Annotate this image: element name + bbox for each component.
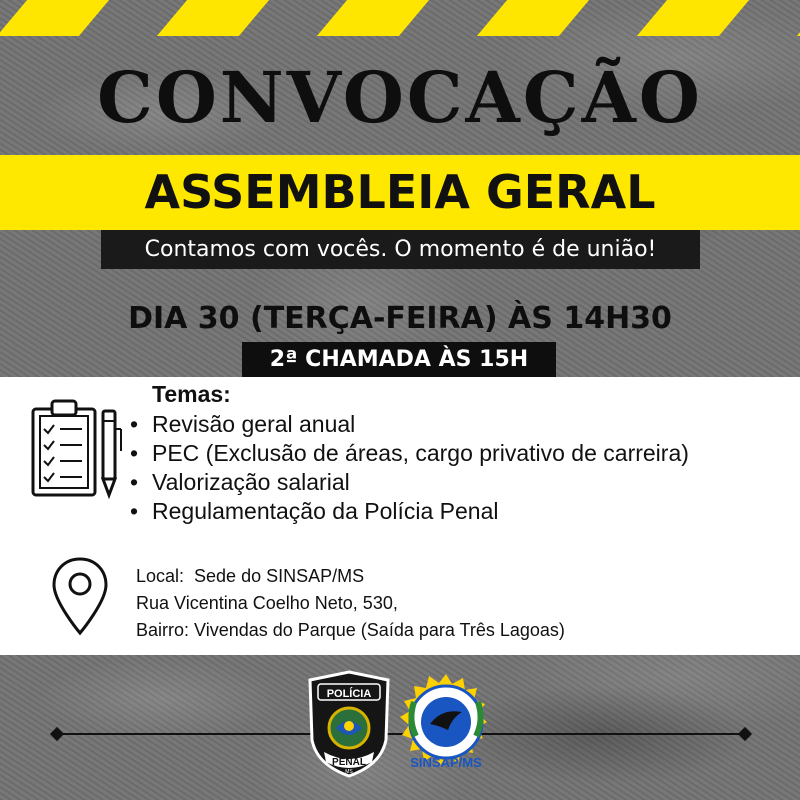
list-item: • PEC (Exclusão de áreas, cargo privativo de carreira) bbox=[130, 440, 689, 466]
location-line: Bairro: Vivendas do Parque (Saída para Três Lagoas) bbox=[136, 620, 565, 640]
location-line: Local: Sede do SINSAP/MS bbox=[136, 566, 365, 586]
second-call-badge: 2ª CHAMADA ÀS 15H bbox=[242, 342, 556, 377]
band-title: ASSEMBLEIA GERAL bbox=[144, 165, 656, 219]
page-title: CONVOCAÇÃO bbox=[97, 56, 703, 139]
sinsap-seal-caption: SINSAP/MS bbox=[410, 755, 482, 770]
event-location bbox=[136, 563, 565, 644]
event-date: DIA 30 (TERÇA-FEIRA) ÀS 14H30 bbox=[128, 301, 672, 336]
subtitle: Contamos com vocês. O momento é de união! bbox=[101, 230, 700, 269]
location-line: Rua Vicentina Coelho Neto, 530, bbox=[136, 593, 398, 613]
map-pin-icon bbox=[50, 556, 110, 636]
badge-top-text: POLÍCIA bbox=[326, 688, 372, 700]
topics-list bbox=[130, 410, 689, 526]
list-item: • Revisão geral anual bbox=[130, 411, 356, 437]
badge-bottom-text: PENAL bbox=[332, 757, 366, 768]
policia-penal-badge-logo bbox=[306, 670, 392, 778]
list-item: • Regulamentação da Polícia Penal bbox=[130, 498, 499, 524]
clipboard-checklist-icon bbox=[30, 399, 125, 499]
badge-state-text: MS bbox=[345, 769, 353, 775]
topics-title: Temas: bbox=[152, 381, 231, 407]
title-band bbox=[0, 155, 800, 230]
list-item: • Valorização salarial bbox=[130, 469, 350, 495]
hazard-stripes bbox=[0, 0, 800, 36]
